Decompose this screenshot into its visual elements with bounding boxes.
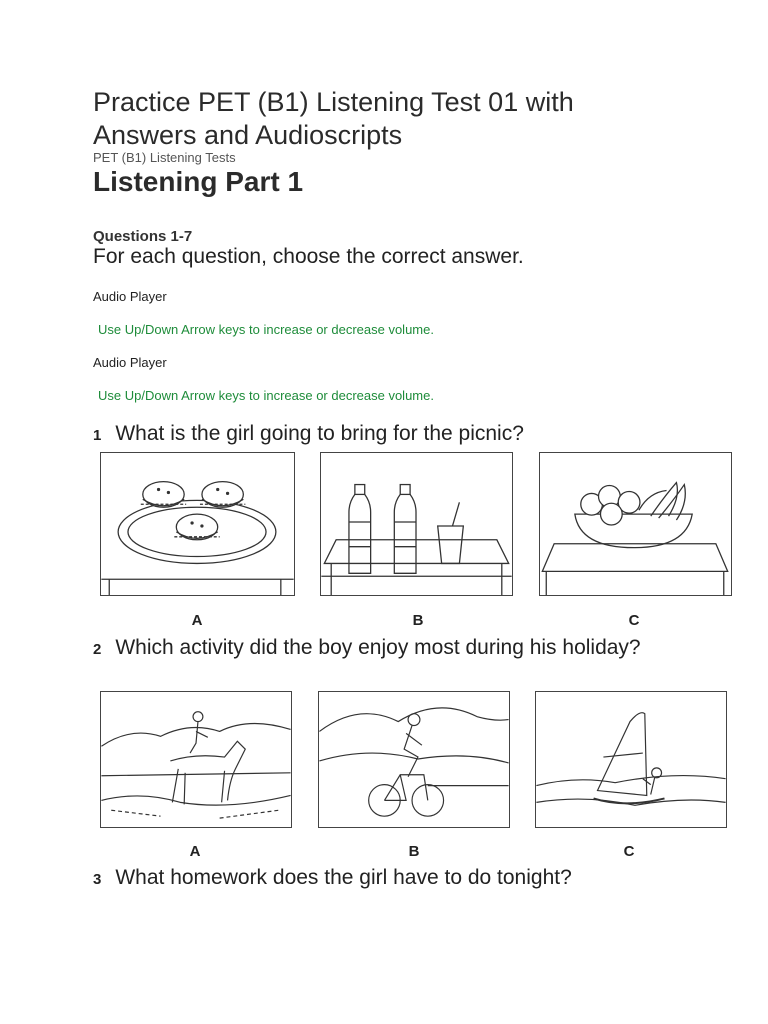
windsurfing-icon[interactable] [535,691,727,828]
question-text: Which activity did the boy enjoy most during his holiday? [115,636,641,659]
question-3 [93,865,693,892]
option-letter-a: A [189,843,201,860]
part-heading: Listening Part 1 [93,166,304,197]
cycling-icon[interactable] [318,691,510,828]
volume-hint-1: Use Up/Down Arrow keys to increase or decrease volume. [98,322,434,337]
burgers-on-plate-icon[interactable] [100,452,295,596]
question-number: 3 [93,871,102,888]
instruction-text: For each question, choose the correct answer. [93,245,524,268]
category-link[interactable]: PET (B1) Listening Tests [93,150,236,165]
question-text: What is the girl going to bring for the picnic? [115,422,524,445]
question-number: 2 [93,641,102,658]
audio-player-2[interactable]: Audio Player [93,355,167,370]
questions-range: Questions 1-7 [93,228,193,245]
question-number: 1 [93,427,102,444]
audio-player-1[interactable]: Audio Player [93,289,167,304]
option-letter-b: B [412,612,424,629]
question-2 [93,635,653,662]
option-letter-b: B [408,843,420,860]
page-title: Practice PET (B1) Listening Test 01 with Answers and Audioscripts [93,87,574,150]
fruit-bowl-icon[interactable] [539,452,732,596]
question-1 [93,421,693,448]
option-letter-c: C [623,843,635,860]
option-letter-c: C [628,612,640,629]
option-letter-a: A [191,612,203,629]
volume-hint-2: Use Up/Down Arrow keys to increase or decrease volume. [98,388,434,403]
question-text: What homework does the girl have to do tonight? [115,866,572,889]
horse-riding-icon[interactable] [100,691,292,828]
bottles-and-cup-icon[interactable] [320,452,513,596]
